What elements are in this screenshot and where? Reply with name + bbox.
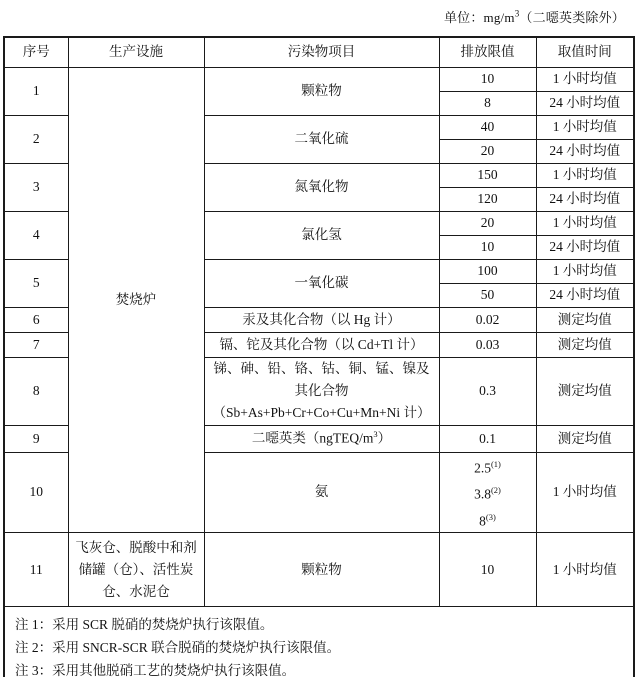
- row5-pollutant: 一氧化碳: [204, 259, 439, 307]
- table-row: [4, 67, 634, 91]
- row10-limit2-note-ref: (2): [490, 485, 501, 495]
- row9-pollutant-pre: 二噁英类（ngTEQ/m: [251, 430, 374, 446]
- col-header-limit: 排放限值: [439, 37, 536, 67]
- row9-pollutant-superscript: 3: [373, 429, 378, 440]
- unit-note-prefix: 单位：mg/m: [443, 10, 515, 25]
- table-header-row: [4, 37, 634, 67]
- row10-limit2-value: 3.8: [474, 486, 491, 502]
- table-row: [4, 533, 634, 607]
- row10-limit1-value: 2.5: [474, 460, 491, 475]
- row5-limit-1h: 100: [439, 259, 536, 283]
- note-3: 注 3：采用其他脱硝工艺的焚烧炉执行该限值。: [15, 663, 296, 677]
- row7-time: 测定均值: [536, 332, 634, 357]
- row7-no: 7: [4, 332, 68, 357]
- row8-pollutant-line3: （Sb+As+Pb+Cr+Co+Cu+Mn+Ni 计）: [212, 405, 431, 420]
- unit-note-suffix: （二噁英类除外）: [519, 10, 625, 25]
- row5-time-24h: 24 小时均值: [536, 283, 634, 307]
- row1-limit-1h: 10: [439, 67, 536, 91]
- row5-limit-24h: 50: [439, 283, 536, 307]
- row9-pollutant: [204, 425, 439, 452]
- row10-limit3-value: 8: [479, 513, 486, 528]
- row8-pollutant: [204, 357, 439, 425]
- row1-time-1h: 1 小时均值: [536, 67, 634, 91]
- row10-limit-line1: [442, 453, 534, 480]
- row11-facility-line3: 仓、水泥仓: [102, 583, 170, 599]
- row10-time: 1 小时均值: [536, 452, 634, 533]
- row10-no: 10: [4, 452, 68, 533]
- row11-no: 11: [4, 533, 68, 607]
- row2-pollutant: 二氧化硫: [204, 115, 439, 163]
- row6-pollutant: 汞及其化合物（以 Hg 计）: [204, 307, 439, 332]
- row2-limit-24h: 20: [439, 139, 536, 163]
- col-header-no: 序号: [4, 37, 68, 67]
- row4-time-24h: 24 小时均值: [536, 235, 634, 259]
- row9-limit: 0.1: [439, 425, 536, 452]
- row9-no: 9: [4, 425, 68, 452]
- row8-pollutant-line2: 其化合物: [294, 383, 349, 398]
- notes-cell: [4, 607, 634, 677]
- row1-limit-24h: 8: [439, 91, 536, 115]
- row3-limit-24h: 120: [439, 187, 536, 211]
- row1-pollutant: 颗粒物: [204, 67, 439, 115]
- row5-no: 5: [4, 259, 68, 307]
- row7-pollutant: 镉、铊及其化合物（以 Cd+Tl 计）: [204, 332, 439, 357]
- row6-limit: 0.02: [439, 307, 536, 332]
- row10-limit-line2: [442, 479, 534, 506]
- row5-time-1h: 1 小时均值: [536, 259, 634, 283]
- row11-facility-line2: 储罐（仓）、活性炭: [78, 561, 194, 577]
- row9-pollutant-post: ）: [377, 430, 392, 446]
- row11-limit: 10: [439, 533, 536, 607]
- row3-time-24h: 24 小时均值: [536, 187, 634, 211]
- row1-time-24h: 24 小时均值: [536, 91, 634, 115]
- row4-limit-24h: 10: [439, 235, 536, 259]
- row3-limit-1h: 150: [439, 163, 536, 187]
- row11-pollutant: 颗粒物: [204, 533, 439, 607]
- row4-limit-1h: 20: [439, 211, 536, 235]
- col-header-facility: 生产设施: [68, 37, 204, 67]
- col-header-pollutant: 污染物项目: [204, 37, 439, 67]
- row1-no: 1: [4, 67, 68, 115]
- notes-row: [4, 607, 634, 677]
- row11-time: 1 小时均值: [536, 533, 634, 607]
- row3-pollutant: 氮氧化物: [204, 163, 439, 211]
- row10-limit1-note-ref: (1): [490, 458, 501, 469]
- note-2: 注 2：采用 SNCR-SCR 联合脱硝的焚烧炉执行该限值。: [15, 640, 341, 655]
- row10-limit-line3: [442, 506, 534, 533]
- row10-limit: [439, 452, 536, 533]
- row9-time: 测定均值: [536, 425, 634, 452]
- row6-time: 测定均值: [536, 307, 634, 332]
- row8-limit: 0.3: [439, 357, 536, 425]
- row4-time-1h: 1 小时均值: [536, 211, 634, 235]
- unit-note: [0, 0, 641, 26]
- col-header-time: 取值时间: [536, 37, 634, 67]
- note-1: 注 1：采用 SCR 脱硝的焚烧炉执行该限值。: [15, 617, 274, 632]
- facility-incinerator-cell: 焚烧炉: [68, 67, 204, 533]
- row4-pollutant: 氯化氢: [204, 211, 439, 259]
- row10-pollutant: 氨: [204, 452, 439, 533]
- row8-no: 8: [4, 357, 68, 425]
- row3-time-1h: 1 小时均值: [536, 163, 634, 187]
- row2-time-1h: 1 小时均值: [536, 115, 634, 139]
- row2-time-24h: 24 小时均值: [536, 139, 634, 163]
- row6-no: 6: [4, 307, 68, 332]
- row2-limit-1h: 40: [439, 115, 536, 139]
- row3-no: 3: [4, 163, 68, 211]
- row4-no: 4: [4, 211, 68, 259]
- row8-pollutant-line1: 锑、砷、铅、铬、钴、铜、锰、镍及: [213, 361, 430, 376]
- emission-limits-table: [3, 36, 635, 677]
- row11-facility: [68, 533, 204, 607]
- row2-no: 2: [4, 115, 68, 163]
- unit-note-superscript: 3: [514, 8, 520, 19]
- row8-time: 测定均值: [536, 357, 634, 425]
- row10-limit3-note-ref: (3): [485, 511, 496, 522]
- row11-facility-line1: 飞灰仓、脱酸中和剂: [75, 539, 197, 555]
- row7-limit: 0.03: [439, 332, 536, 357]
